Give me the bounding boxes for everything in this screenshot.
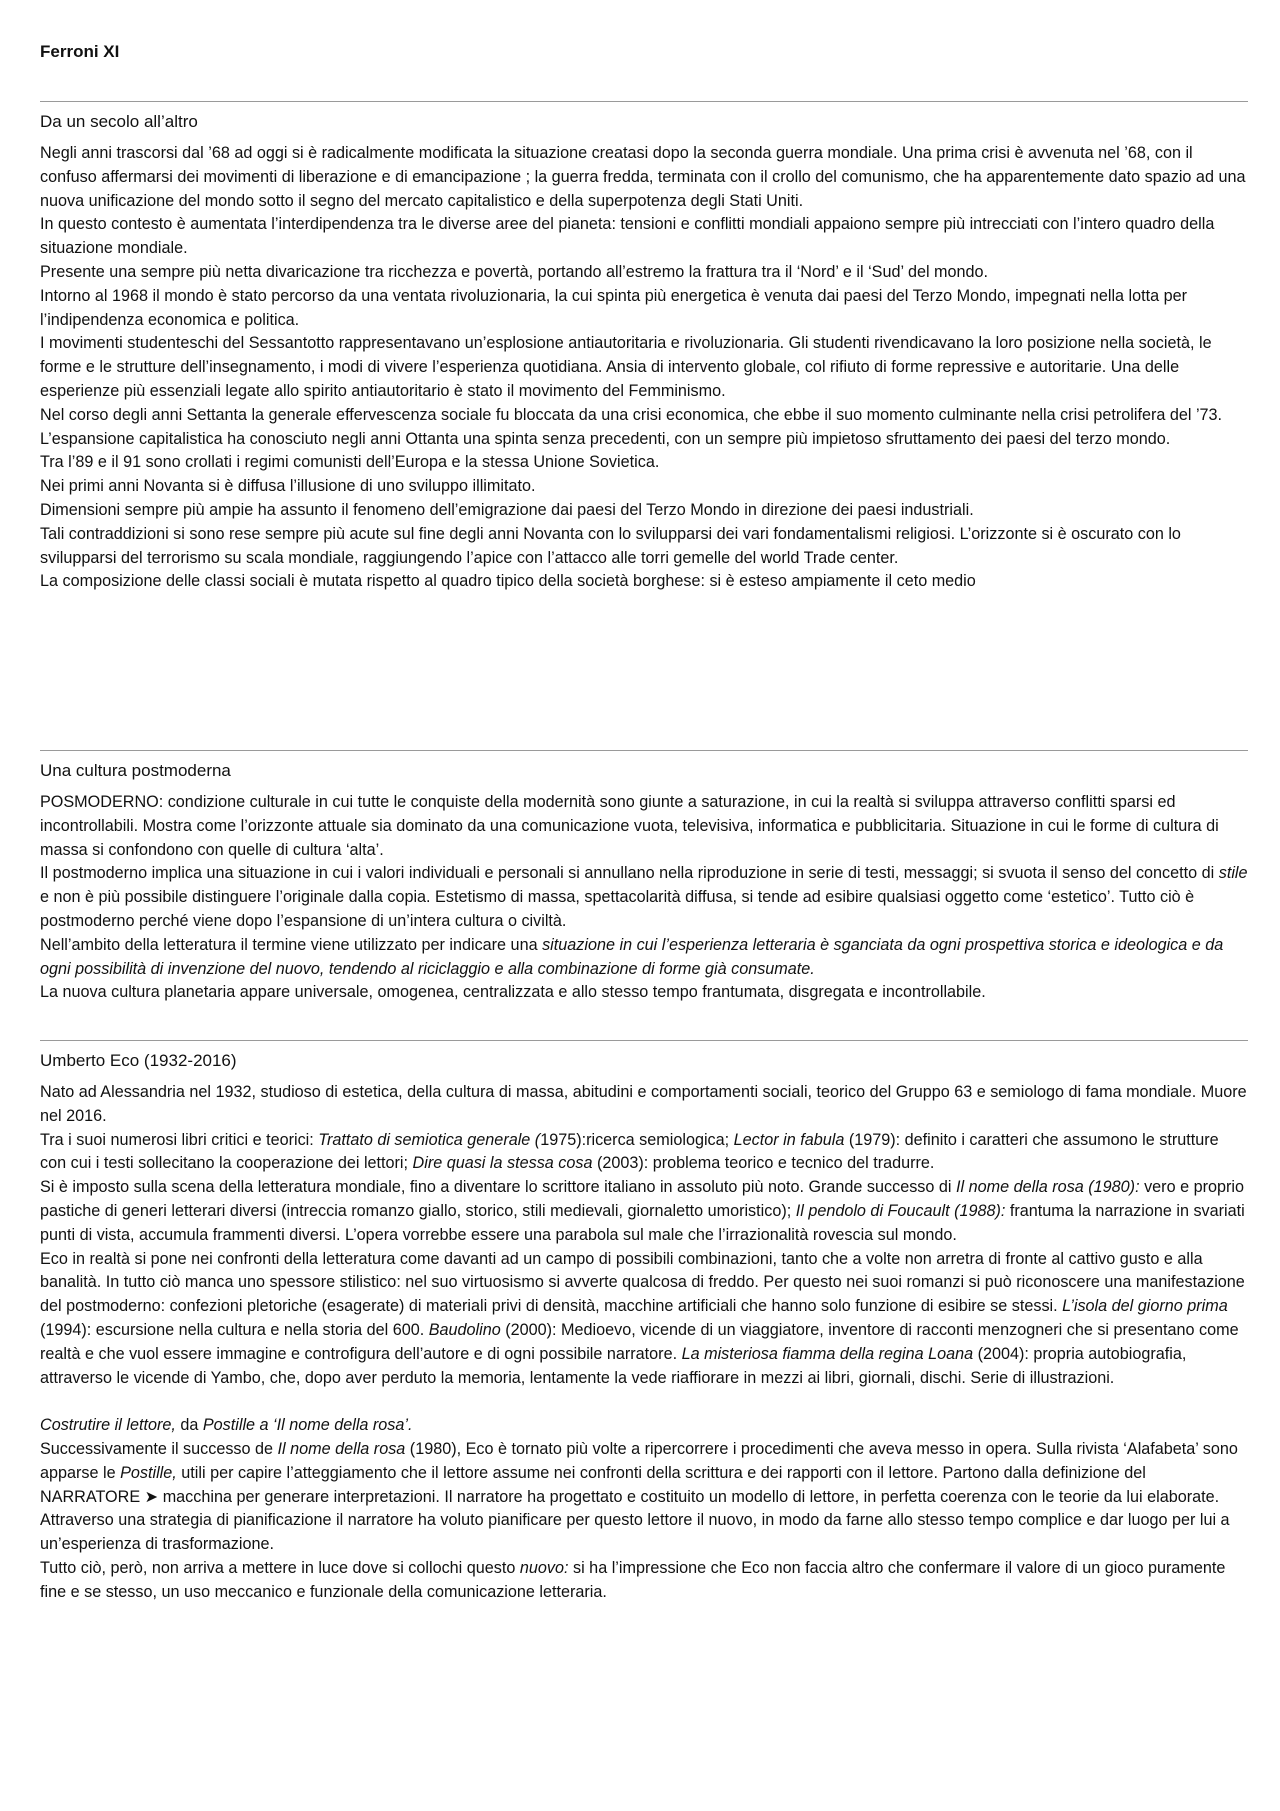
paragraph bbox=[40, 934, 1248, 982]
paragraph bbox=[40, 570, 1248, 594]
italic-text: Postille, bbox=[120, 1463, 177, 1482]
section-body bbox=[40, 142, 1248, 594]
paragraph bbox=[40, 1081, 1248, 1129]
section-divider bbox=[40, 750, 1248, 751]
text-run: (1979): definito i caratteri che assumono le strutture con cui i testi sollecitano la cooperazione dei lettori; bbox=[40, 1130, 1219, 1173]
text-run: Dimensioni sempre più ampie ha assunto il fenomeno dell’emigrazione dai paesi del Terzo Mondo in direzione dei paesi industriali. bbox=[40, 500, 974, 519]
text-run: (2004): propria autobiografia, attraverso le vicende di Yambo, che, dopo aver perduto la memoria, lentamente la vede riaffiorare in mezzi ai libri, giornali, dischi. Serie di illustrazioni. bbox=[40, 1344, 1187, 1387]
paragraph bbox=[40, 261, 1248, 285]
text-run: In questo contesto è aumentata l’interdipendenza tra le diverse aree del pianeta: tensioni e conflitti mondiali appaiono sempre più intrecciati con l’intero quadro della situazione mondiale. bbox=[40, 215, 1215, 258]
text-run: Nato ad Alessandria nel 1932, studioso di estetica, della cultura di massa, abitudini e comportamenti sociali, teorico del Gruppo 63 e semiologo di fama mondiale. Muore nel 2016. bbox=[40, 1083, 1247, 1125]
paragraph bbox=[40, 428, 1248, 452]
text-run: Intorno al 1968 il mondo è stato percorso da una ventata rivoluzionaria, la cui spinta più energetica è venuta dai paesi del Terzo Mondo, impegnati nella lotta per l’indipendenza economica e politica. bbox=[40, 286, 1188, 329]
italic-text: La misteriosa fiamma della regina Loana bbox=[681, 1344, 974, 1363]
italic-text: Baudolino bbox=[428, 1320, 501, 1339]
text-run: La composizione delle classi sociali è mutata rispetto al quadro tipico della società borghese: si è esteso ampiamente il ceto medio bbox=[40, 572, 976, 591]
text-run: Si è imposto sulla scena della letteratura mondiale, fino a diventare lo scrittore italiano in assoluto più noto. Grande successo di bbox=[40, 1178, 957, 1197]
paragraph bbox=[40, 1438, 1248, 1557]
text-run: frantuma la narrazione in svariati punti di vista, accumula frammenti diversi. L’opera vorrebbe essere una parabola sul male che l’irrazionalità rovescia sul mondo. bbox=[40, 1201, 1245, 1244]
italic-text: Il nome della rosa (1980): bbox=[956, 1178, 1140, 1197]
paragraph bbox=[40, 1176, 1248, 1247]
text-run: L’espansione capitalistica ha conosciuto negli anni Ottanta una spinta senza precedenti, con un sempre più impietoso sfruttamento dei paesi del terzo mondo. bbox=[40, 429, 1171, 448]
text-run: Tutto ciò, però, non arriva a mettere in luce dove si collochi questo bbox=[40, 1558, 520, 1577]
section-title: Da un secolo all’altro bbox=[40, 112, 198, 131]
text-run: (1994): escursione nella cultura e nella storia del 600. bbox=[40, 1320, 429, 1339]
paragraph bbox=[40, 404, 1248, 428]
text-run: I movimenti studenteschi del Sessantotto rappresentavano un’esplosione antiautoritaria e rivoluzionaria. Gli studenti rivendicavano la loro posizione nella società, le forme e le strutture dell’insegnamento, i modi di vivere l’esperienza quotidiana. Ansia di intervento globale, col rifiuto di forme repressive e autoritarie. Una delle esperienze più essenziali legate allo spirito antiautoritario è stato il movimento del Femminismo. bbox=[40, 334, 1212, 400]
italic-text: L’isola del giorno prima bbox=[1062, 1297, 1228, 1316]
text-run: (1980), Eco è tornato più volte a ripercorrere i procedimenti che aveva messo in opera. Sulla rivista ‘Alafabeta’ sono apparse le bbox=[40, 1439, 1238, 1482]
text-run: Tali contraddizioni si sono rese sempre più acute sul fine degli anni Novanta con lo svilupparsi dei vari fondamentalismi religiosi. L’orizzonte si è oscurato con lo svilupparsi del terrorismo su scala mondiale, raggiungendo l’apice con l’attacco alle torri gemelle del world Trade center. bbox=[40, 524, 1181, 567]
text-run: Nel corso degli anni Settanta la generale effervescenza sociale fu bloccata da una crisi economica, che ebbe il suo momento culminante nella crisi petrolifera del ’73. bbox=[40, 405, 1223, 424]
paragraph bbox=[40, 451, 1248, 475]
italic-text: Il nome della rosa bbox=[277, 1439, 406, 1458]
text-run: 1975):ricerca semiologica; bbox=[540, 1130, 734, 1149]
text-run: Nell’ambito della letteratura il termine viene utilizzato per indicare una bbox=[40, 935, 543, 954]
italic-text: Dire quasi la stessa cosa bbox=[412, 1154, 593, 1173]
document-title: Ferroni XI bbox=[40, 42, 120, 61]
text-run: vero e proprio pastiche di generi letterari diversi (intreccia romanzo giallo, storico, stili medievali, giornaletto umoristico); bbox=[40, 1178, 1244, 1220]
paragraph bbox=[40, 862, 1248, 933]
italic-text: Il pendolo di Foucault (1988): bbox=[795, 1201, 1006, 1220]
section-title: Una cultura postmoderna bbox=[40, 761, 231, 780]
paragraph bbox=[40, 332, 1248, 403]
text-run: (2003): problema teorico e tecnico del tradurre. bbox=[592, 1154, 935, 1173]
section-title: Umberto Eco (1932-2016) bbox=[40, 1051, 237, 1070]
text-run: POSMODERNO: condizione culturale in cui tutte le conquiste della modernità sono giunte a saturazione, in cui la realtà si sviluppa attraverso conflitti sparsi ed incontrollabili. Mostra come l’orizzonte attuale sia dominato da una comunicazione vuota, televisiva, informatica e pubblicitaria. Situazione in cui le forme di cultura di massa si confondono con quelle di cultura ‘alta’. bbox=[40, 793, 1219, 859]
paragraph bbox=[40, 1414, 1248, 1438]
italic-text: Trattato di semiotica generale ( bbox=[318, 1130, 541, 1149]
paragraph bbox=[40, 285, 1248, 333]
text-run: e non è più possibile distinguere l’originale dalla copia. Estetismo di massa, spettacolarità diffusa, si tende ad esibire qualsiasi oggetto come ‘estetico’. Tutto ciò è postmoderno perché viene dopo l’espansione di un’intera cultura o civiltà. bbox=[40, 888, 1195, 930]
text-run: da bbox=[180, 1416, 203, 1435]
text-run: Presente una sempre più netta divaricazione tra ricchezza e povertà, portando all’estremo la frattura tra il ‘Nord’ e il ‘Sud’ del mondo. bbox=[40, 262, 989, 281]
text-run: si ha l’impressione che Eco non faccia altro che confermare il valore di un gioco puramente fine e se stesso, un uso meccanico e funzionale della comunicazione letteraria. bbox=[40, 1558, 1226, 1601]
paragraph-gap bbox=[40, 1390, 1248, 1414]
paragraph bbox=[40, 213, 1248, 261]
text-run: Negli anni trascorsi dal ’68 ad oggi si è radicalmente modificata la situazione creatasi dopo la seconda guerra mondiale. Una prima crisi è avvenuta nel ’68, con il confuso affermarsi dei movimenti di liberazione e di emancipazione ; la guerra fredda, terminata con il crollo del comunismo, che ha apparentemente dato spazio ad una nuova unificazione del mondo sotto il segno del mercato capitalistico e della superpotenza degli Stati Uniti. bbox=[40, 144, 1246, 210]
italic-text: Costrutire il lettore, bbox=[40, 1416, 181, 1435]
text-run: Successivamente il successo de bbox=[40, 1439, 278, 1458]
paragraph bbox=[40, 499, 1248, 523]
section-body bbox=[40, 791, 1248, 1005]
paragraph bbox=[40, 1248, 1248, 1391]
text-run: Nei primi anni Novanta si è diffusa l’illusione di uno sviluppo illimitato. bbox=[40, 477, 536, 496]
paragraph bbox=[40, 1557, 1248, 1605]
italic-text: nuovo: bbox=[519, 1558, 569, 1577]
paragraph bbox=[40, 791, 1248, 862]
section-divider bbox=[40, 101, 1248, 102]
section-body bbox=[40, 1081, 1248, 1605]
italic-text: stile bbox=[1218, 864, 1248, 883]
text-run: La nuova cultura planetaria appare universale, omogenea, centralizzata e allo stesso tempo frantumata, disgregata e incontrollabile. bbox=[40, 983, 986, 1002]
text-run: Il postmoderno implica una situazione in cui i valori individuali e personali si annullano nella riproduzione in serie di testi, messaggi; si svuota il senso del concetto di bbox=[40, 864, 1219, 883]
text-run: Tra l’89 e il 91 sono crollati i regimi comunisti dell’Europa e la stessa Unione Sovietica. bbox=[40, 453, 660, 472]
text-run: Eco in realtà si pone nei confronti della letteratura come davanti ad un campo di possibili combinazioni, tanto che a volte non arretra di fronte al cattivo gusto e alla banalità. In tutto ciò manca uno spessore stilistico: nel suo virtuosismo si avverte qualcosa di freddo. Per questo nei suoi romanzi si può riconoscere una manifestazione del postmoderno: confezioni pletoriche (esagerate) di materiali privi di densità, macchine artificiali che hanno solo funzione di esibire se stessi. bbox=[40, 1249, 1245, 1316]
paragraph bbox=[40, 523, 1248, 571]
text-run: utili per capire l’atteggiamento che il lettore assume nei confronti della scrittura e dei rapporti con il lettore. Partono dalla definizione del NARRATORE ➤ macchina per generare interpretazioni. Il narratore ha progettato e costituito un modello di lettore, in perfetta coerenza con le teorie da lui elaborate. Attraverso una strategia di pianificazione il narratore ha voluto pianificare per questo lettore il nuovo, in modo da farne allo stesso tempo complice e dar luogo per lui a un’esperienza di trasformazione. bbox=[40, 1463, 1230, 1554]
text-run: Tra i suoi numerosi libri critici e teorici: bbox=[40, 1130, 319, 1149]
italic-text: Lector in fabula bbox=[733, 1130, 845, 1149]
text-run: (2000): Medioevo, vicende di un viaggiatore, inventore di racconti menzogneri che si presentano come realtà e che vuol essere immagine e controfigura dell’autore e di ogni possibile narratore. bbox=[40, 1320, 1239, 1363]
paragraph bbox=[40, 1129, 1248, 1177]
paragraph bbox=[40, 475, 1248, 499]
italic-text: Postille a ‘Il nome della rosa’. bbox=[202, 1416, 413, 1435]
paragraph bbox=[40, 142, 1248, 213]
paragraph bbox=[40, 981, 1248, 1005]
italic-text: situazione in cui l’esperienza letteraria è sganciata da ogni prospettiva storica e ideologica e da ogni possibilità di invenzione del nuovo, tendendo al riciclaggio e alla combinazione di forme già consumate. bbox=[40, 935, 1224, 978]
section-divider bbox=[40, 1040, 1248, 1041]
